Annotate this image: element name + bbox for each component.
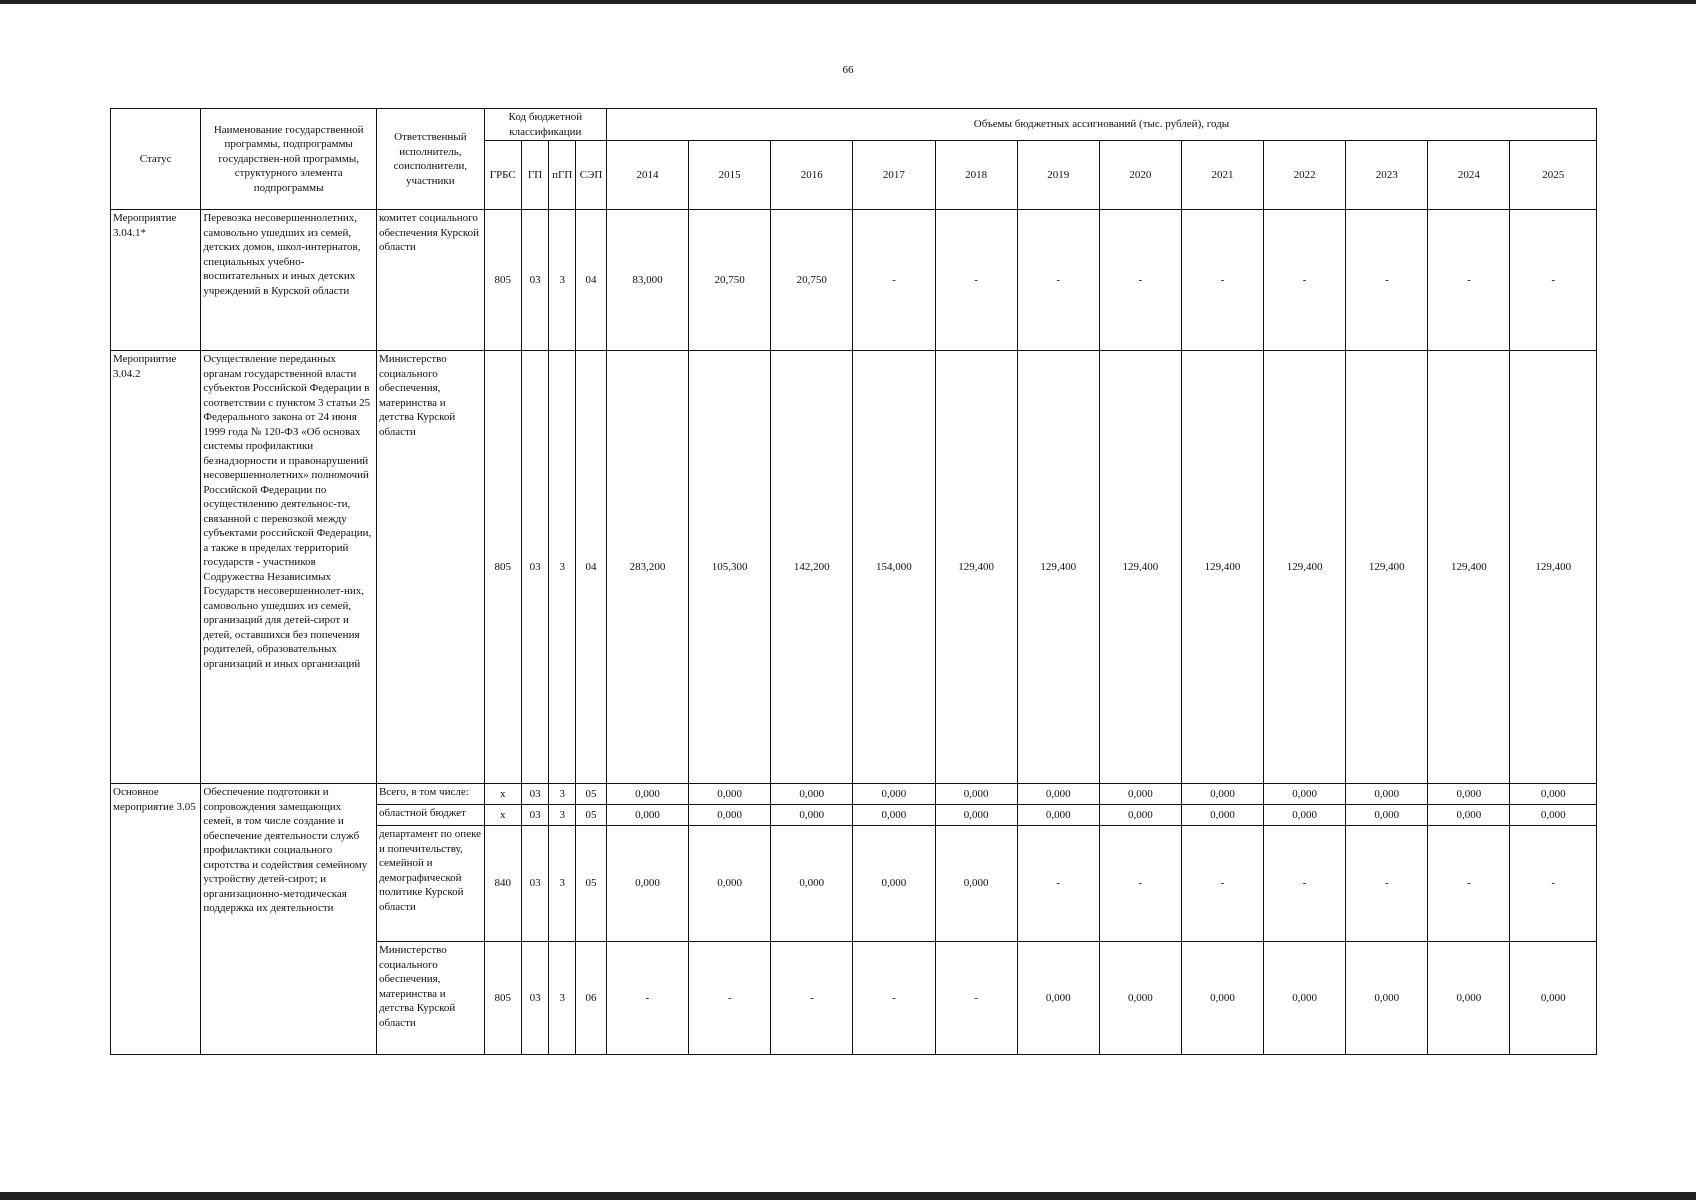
code-cell: 3 [549, 351, 576, 784]
value-cell: 129,400 [1264, 351, 1346, 784]
code-cell: 05 [576, 826, 607, 942]
value-cell: 20,750 [689, 210, 771, 351]
code-cell: 03 [521, 210, 549, 351]
budget-table [110, 108, 1597, 1055]
code-cell: 840 [484, 826, 521, 942]
value-cell: 105,300 [689, 351, 771, 784]
value-cell: - [1346, 826, 1428, 942]
header-year: 2022 [1264, 141, 1346, 210]
value-cell: 0,000 [1181, 942, 1263, 1055]
page-number: 66 [842, 64, 854, 76]
code-cell: 04 [576, 210, 607, 351]
value-cell: - [1510, 210, 1597, 351]
value-cell: 0,000 [689, 805, 771, 826]
header-year: 2016 [771, 141, 853, 210]
value-cell: 0,000 [606, 805, 688, 826]
row-executor: Всего, в том числе: [376, 784, 484, 805]
row-status: Мероприятие 3.04.2 [111, 351, 201, 784]
header-year: 2024 [1428, 141, 1510, 210]
code-cell: 03 [521, 351, 549, 784]
row-status: Мероприятие 3.04.1* [111, 210, 201, 351]
value-cell: 0,000 [1428, 784, 1510, 805]
value-cell: 129,400 [1510, 351, 1597, 784]
code-cell: 3 [549, 805, 576, 826]
value-cell: 0,000 [1510, 942, 1597, 1055]
value-cell: - [1181, 826, 1263, 942]
value-cell: - [1428, 826, 1510, 942]
value-cell: 0,000 [1099, 805, 1181, 826]
code-cell: 3 [549, 942, 576, 1055]
row-status: Основное мероприятие 3.05 [111, 784, 201, 1055]
header-code-gp: ГП [521, 141, 549, 210]
row-executor: Министерство социального обеспечения, материнства и детства Курской области [376, 351, 484, 784]
table-row [111, 784, 1597, 805]
header-code-sep: СЭП [576, 141, 607, 210]
value-cell: 129,400 [1346, 351, 1428, 784]
header-year: 2020 [1099, 141, 1181, 210]
header-year: 2014 [606, 141, 688, 210]
code-cell: 3 [549, 826, 576, 942]
value-cell: 0,000 [853, 784, 935, 805]
value-cell: 0,000 [1428, 805, 1510, 826]
value-cell: 0,000 [935, 805, 1017, 826]
value-cell: 0,000 [1017, 805, 1099, 826]
code-cell: x [484, 805, 521, 826]
value-cell: 0,000 [771, 784, 853, 805]
value-cell: 0,000 [1017, 942, 1099, 1055]
value-cell: 0,000 [1017, 784, 1099, 805]
header-status: Статус [111, 109, 201, 210]
value-cell: 154,000 [853, 351, 935, 784]
value-cell: - [1264, 210, 1346, 351]
value-cell: 0,000 [1099, 942, 1181, 1055]
value-cell: - [1099, 210, 1181, 351]
row-name: Обеспечение подготовки и сопровождения замещающих семей, в том числе создание и обеспечение деятельности служб профилактики социального сиротства и содействия семейному устройству детей-сирот; и организационно-методическая поддержка их деятельности [201, 784, 377, 1055]
value-cell: 0,000 [1346, 805, 1428, 826]
value-cell: 20,750 [771, 210, 853, 351]
header-year: 2023 [1346, 141, 1428, 210]
value-cell: 0,000 [935, 784, 1017, 805]
header-year: 2019 [1017, 141, 1099, 210]
table-row [111, 210, 1597, 351]
code-cell: 3 [549, 210, 576, 351]
header-budget-code: Код бюджетной классификации [484, 109, 606, 141]
value-cell: - [1510, 826, 1597, 942]
row-name: Осуществление переданных органам государственной власти субъектов Российской Федерации в соответствии с пунктом 3 статьи 25 Федерального закона от 24 июня 1999 года № 120-ФЗ «Об основах системы профилактики безнадзорности и правонарушений несовершеннолетних» полномочий Российской Федерации по осуществлению деятельнос-ти, связанной с перевозкой между субъектами российской Федерации, а также в пределах территорий государств - участников Содружества Независимых Государств несовершеннолет-них, самовольно ушедших из семей, организаций для детей-сирот и детей, оставшихся без попечения родителей, образовательных организаций и иных организаций [201, 351, 377, 784]
row-name: Перевозка несовершеннолетних, самовольно ушедших из семей, детских домов, школ-интернатов, специальных учебно-воспитательных и иных детских учреждений в Курской области [201, 210, 377, 351]
value-cell: - [853, 210, 935, 351]
code-cell: 05 [576, 784, 607, 805]
value-cell: - [1181, 210, 1263, 351]
value-cell: 0,000 [853, 805, 935, 826]
value-cell: 0,000 [853, 826, 935, 942]
value-cell: 0,000 [1346, 784, 1428, 805]
value-cell: 0,000 [1181, 784, 1263, 805]
value-cell: 0,000 [771, 805, 853, 826]
value-cell: - [935, 942, 1017, 1055]
value-cell: 142,200 [771, 351, 853, 784]
header-year: 2021 [1181, 141, 1263, 210]
value-cell: - [1099, 826, 1181, 942]
value-cell: 0,000 [1181, 805, 1263, 826]
value-cell: 0,000 [1346, 942, 1428, 1055]
header-executor: Ответственный исполнитель, соисполнители, участники [376, 109, 484, 210]
value-cell: 129,400 [1428, 351, 1510, 784]
code-cell: 06 [576, 942, 607, 1055]
row-executor: областной бюджет [376, 805, 484, 826]
header-code-pgp: пГП [549, 141, 576, 210]
code-cell: 805 [484, 942, 521, 1055]
scan-border-bottom [0, 1192, 1696, 1200]
code-cell: 805 [484, 351, 521, 784]
value-cell: - [689, 942, 771, 1055]
code-cell: x [484, 784, 521, 805]
value-cell: 129,400 [1181, 351, 1263, 784]
code-cell: 03 [521, 942, 549, 1055]
header-name: Наименование государственной программы, подпрограммы государствен-ной программы, структурного элемента подпрограммы [201, 109, 377, 210]
code-cell: 04 [576, 351, 607, 784]
value-cell: 0,000 [1264, 805, 1346, 826]
value-cell: 83,000 [606, 210, 688, 351]
value-cell: 0,000 [689, 784, 771, 805]
value-cell: 283,200 [606, 351, 688, 784]
header-year: 2018 [935, 141, 1017, 210]
value-cell: - [1017, 210, 1099, 351]
code-cell: 805 [484, 210, 521, 351]
value-cell: 0,000 [935, 826, 1017, 942]
code-cell: 05 [576, 805, 607, 826]
value-cell: - [771, 942, 853, 1055]
code-cell: 03 [521, 784, 549, 805]
value-cell: 129,400 [1099, 351, 1181, 784]
value-cell: 0,000 [771, 826, 853, 942]
value-cell: 0,000 [606, 826, 688, 942]
value-cell: 0,000 [1264, 942, 1346, 1055]
value-cell: - [606, 942, 688, 1055]
value-cell: 129,400 [1017, 351, 1099, 784]
value-cell: 0,000 [689, 826, 771, 942]
code-cell: 03 [521, 805, 549, 826]
code-cell: 3 [549, 784, 576, 805]
header-year: 2025 [1510, 141, 1597, 210]
table-row [111, 351, 1597, 784]
value-cell: - [1264, 826, 1346, 942]
value-cell: - [853, 942, 935, 1055]
value-cell: 0,000 [1510, 784, 1597, 805]
value-cell: 0,000 [1264, 784, 1346, 805]
scan-border-top [0, 0, 1696, 4]
row-executor: Министерство социального обеспечения, материнства и детства Курской области [376, 942, 484, 1055]
header-code-grbs: ГРБС [484, 141, 521, 210]
row-executor: комитет социального обеспечения Курской области [376, 210, 484, 351]
value-cell: 129,400 [935, 351, 1017, 784]
header-row-1 [111, 109, 1597, 141]
value-cell: - [1346, 210, 1428, 351]
value-cell: - [935, 210, 1017, 351]
value-cell: 0,000 [606, 784, 688, 805]
value-cell: 0,000 [1099, 784, 1181, 805]
row-executor: департамент по опеке и попечительству, семейной и демографической политике Курской области [376, 826, 484, 942]
value-cell: - [1428, 210, 1510, 351]
value-cell: 0,000 [1428, 942, 1510, 1055]
header-year: 2017 [853, 141, 935, 210]
header-allocations: Объемы бюджетных ассигнований (тыс. рублей), годы [606, 109, 1596, 141]
value-cell: 0,000 [1510, 805, 1597, 826]
header-year: 2015 [689, 141, 771, 210]
value-cell: - [1017, 826, 1099, 942]
code-cell: 03 [521, 826, 549, 942]
